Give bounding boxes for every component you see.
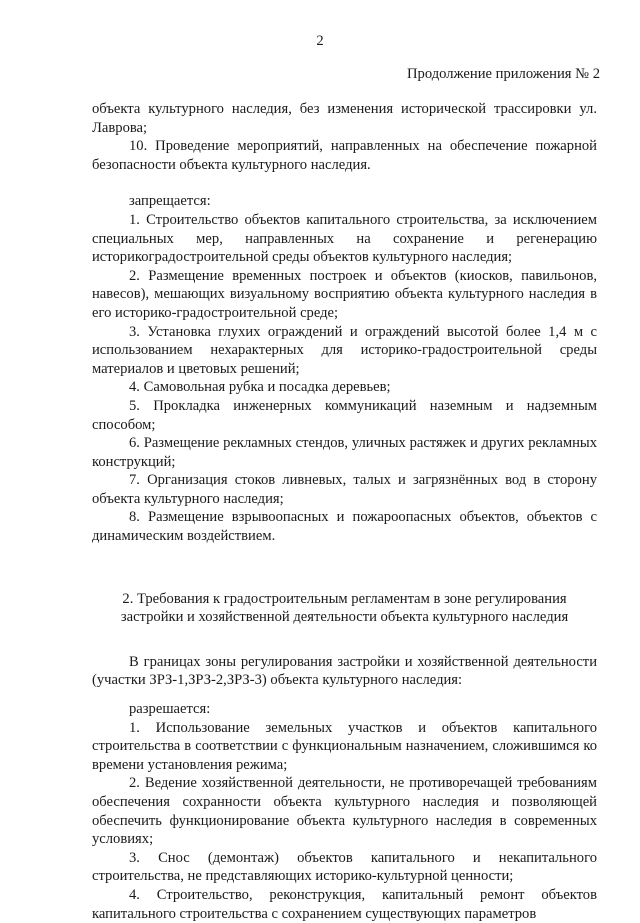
list-item: 7. Организация стоков ливневых, талых и загрязнённых вод в сторону объекта культурного наследия; bbox=[92, 472, 597, 507]
list-item: 1. Строительство объектов капитального строительства, за исключением специальных мер, направленных на сохранение и регенерацию историкоградостроительной среды объектов культурного наследия; bbox=[92, 211, 597, 266]
list-item: 3. Установка глухих ограждений и ограждений высотой более 1,4 м с использованием нехарактерных для историко-градостроительной среды материалов и цветовых решений; bbox=[92, 323, 597, 377]
section-intro: В границах зоны регулирования застройки и хозяйственной деятельности (участки ЗРЗ-1,ЗРЗ-2,ЗРЗ-3) объекта культурного наследия: bbox=[92, 653, 597, 689]
paragraph: объекта культурного наследия, без изменения исторической трассировки ул. Лаврова; bbox=[92, 101, 597, 136]
section-heading: 2. Требования к градостроительным регламентам в зоне регулирования застройки и хозяйственной деятельности объекта культурного наследия bbox=[120, 590, 569, 626]
list-item: 8. Размещение взрывоопасных и пожароопасных объектов, объектов с динамическим воздействием. bbox=[92, 509, 597, 545]
list-item: 5. Прокладка инженерных коммуникаций наземным и надземным способом; bbox=[92, 397, 597, 433]
allowed-label: разрешается: bbox=[129, 701, 211, 718]
list-item: 2. Ведение хозяйственной деятельности, не противоречащей требованиям обеспечения сохранности объекта культурного наследия и позволяющей обеспечить функционирование объекта культурного наследия в современных условиях; bbox=[92, 775, 597, 848]
page-number: 2 bbox=[316, 33, 324, 49]
paragraph: 10. Проведение мероприятий, направленных на обеспечение пожарной безопасности объекта культурного наследия. bbox=[92, 138, 597, 173]
list-item: 4. Самовольная рубка и посадка деревьев; bbox=[129, 379, 391, 396]
list-item: 4. Строительство, реконструкция, капитальный ремонт объектов капитального строительства с сохранением существующих параметров bbox=[92, 886, 597, 922]
prohibited-label: запрещается: bbox=[129, 193, 211, 210]
document-body bbox=[92, 100, 597, 923]
list-item: 1. Использование земельных участков и объектов капитального строительства в соответствии с функциональным назначением, сложившимся ко времени установления режима; bbox=[92, 719, 597, 773]
list-item: 3. Снос (демонтаж) объектов капитального и некапитального строительства, не представляющих историко-культурной ценности; bbox=[92, 849, 597, 885]
list-item: 6. Размещение рекламных стендов, уличных растяжек и других рекламных конструкций; bbox=[92, 435, 597, 470]
continuation-note: Продолжение приложения № 2 bbox=[407, 66, 600, 82]
list-item: 2. Размещение временных построек и объектов (киосков, павильонов, навесов), мешающих визуальному восприятию объекта культурного наследия в его историко-градостроительной среде; bbox=[92, 267, 597, 321]
